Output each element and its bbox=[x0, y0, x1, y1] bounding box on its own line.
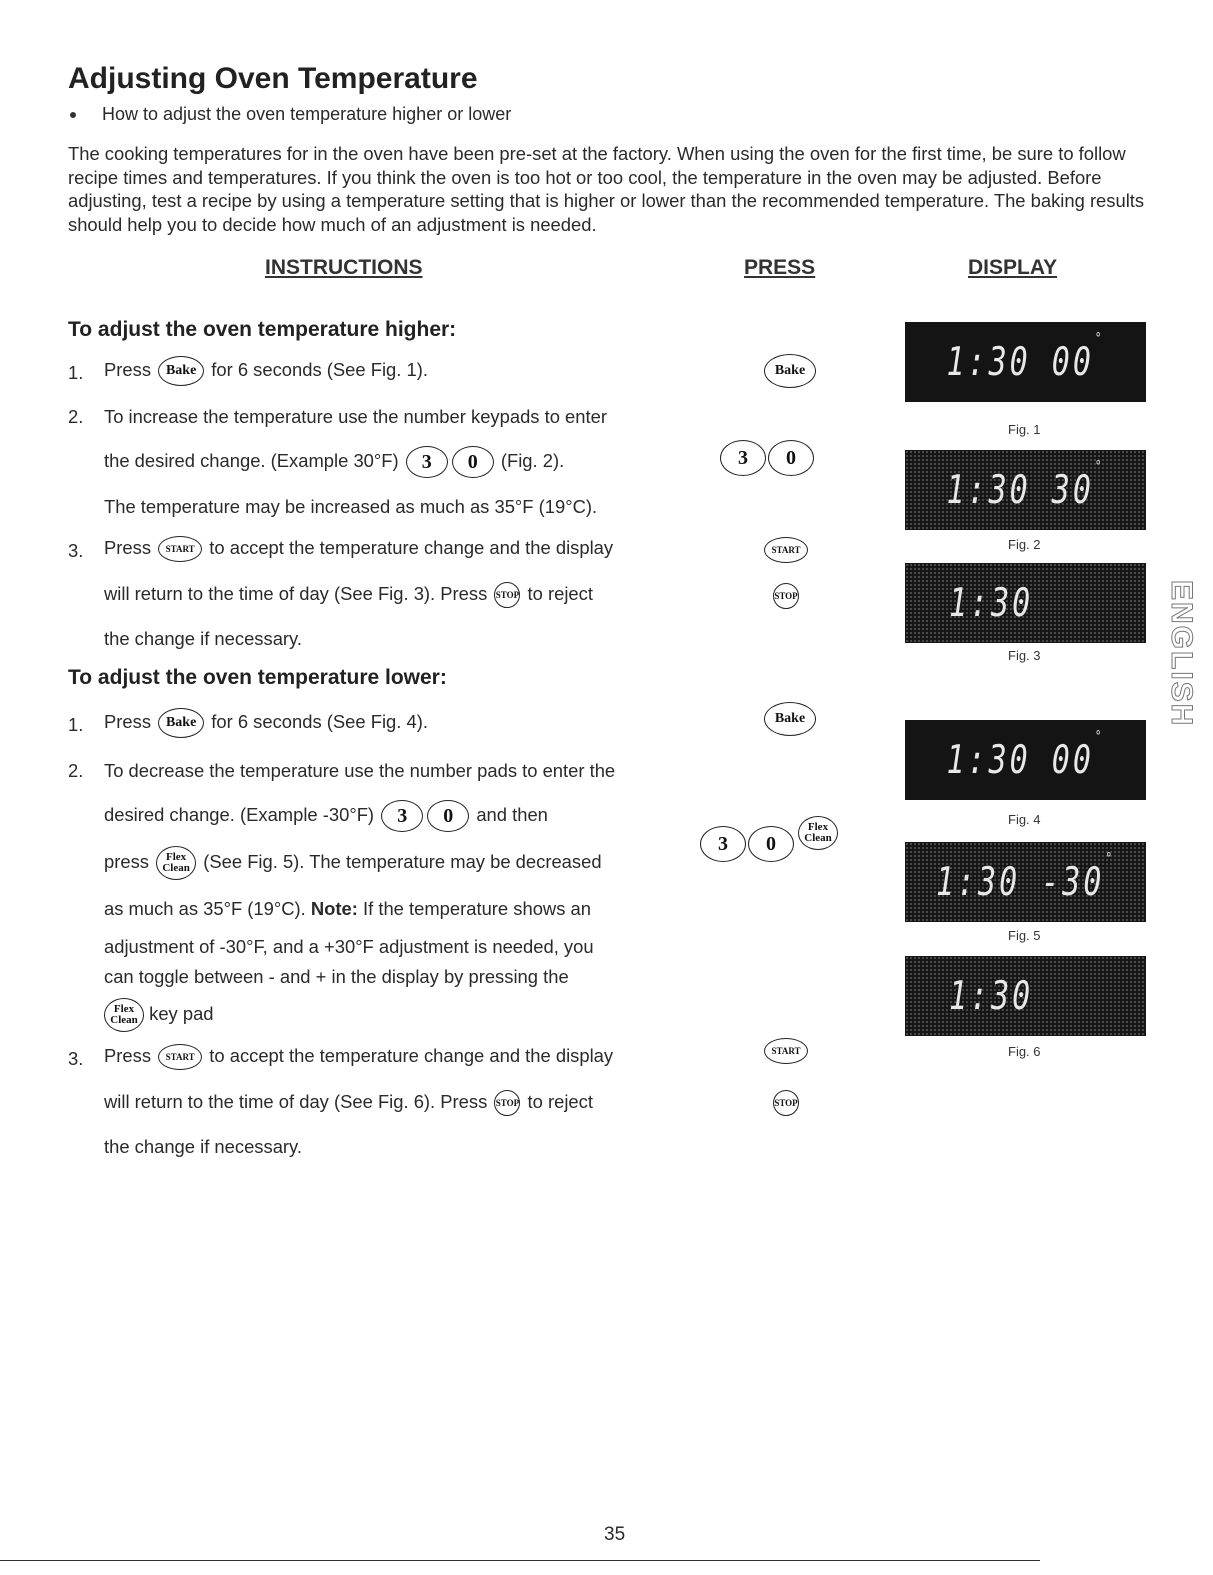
subtitle-bullet bbox=[70, 104, 511, 125]
three-key-icon: 3 bbox=[406, 446, 448, 478]
figure-caption: Fig. 4 bbox=[1008, 812, 1041, 827]
bake-key-icon: Bake bbox=[158, 356, 204, 386]
page-title: Adjusting Oven Temperature bbox=[68, 62, 478, 95]
display-readout: 1:30 bbox=[949, 580, 1034, 626]
step-lower-2a: To decrease the temperature use the number pads to enter the bbox=[104, 760, 616, 781]
stop-key-icon: STOP bbox=[494, 1090, 520, 1116]
display-readout: 1:30 30 bbox=[946, 467, 1094, 513]
step-lower-2k bbox=[104, 998, 214, 1032]
step-number: 3. bbox=[68, 540, 84, 561]
step-text: and then bbox=[476, 803, 548, 825]
step-text: to reject bbox=[527, 1090, 593, 1112]
start-key-icon: START bbox=[158, 536, 202, 562]
display-readout: 1:30 00 bbox=[946, 339, 1094, 385]
language-side-tab: ENGLISH bbox=[1165, 580, 1198, 728]
flex-clean-key-icon bbox=[798, 816, 838, 850]
press-digits-1 bbox=[720, 440, 814, 476]
degree-symbol: ° bbox=[1094, 726, 1105, 744]
step-number: 1. bbox=[68, 714, 84, 735]
press-digits-2 bbox=[700, 821, 838, 862]
step-text: Press bbox=[104, 710, 152, 732]
step-lower-3e: the change if necessary. bbox=[104, 1136, 302, 1157]
figure-caption: Fig. 1 bbox=[1008, 422, 1041, 437]
step-text: Press bbox=[104, 1044, 152, 1066]
step-text: to reject bbox=[527, 582, 593, 604]
page-number: 35 bbox=[604, 1524, 626, 1545]
step-number: 3. bbox=[68, 1048, 84, 1069]
zero-key-icon: 0 bbox=[452, 446, 494, 478]
step-text: Press bbox=[104, 536, 152, 558]
step-text: press bbox=[104, 850, 149, 872]
press-start-1 bbox=[764, 537, 808, 563]
step-lower-1 bbox=[104, 708, 428, 738]
step-higher-2b bbox=[104, 446, 564, 478]
step-higher-3a bbox=[104, 536, 613, 562]
step-text: the desired change. (Example 30°F) bbox=[104, 449, 399, 471]
zero-key-icon: 0 bbox=[748, 826, 794, 862]
three-key-icon: 3 bbox=[381, 800, 423, 832]
display-readout: 1:30 00 bbox=[946, 737, 1094, 783]
degree-symbol: ° bbox=[1094, 328, 1105, 346]
step-lower-2b bbox=[104, 800, 548, 832]
oven-display-fig2 bbox=[905, 450, 1146, 530]
step-text: for 6 seconds (See Fig. 4). bbox=[211, 710, 428, 732]
step-text: Press bbox=[104, 358, 152, 380]
oven-display-fig3 bbox=[905, 563, 1146, 643]
step-higher-2a: To increase the temperature use the number keypads to enter bbox=[104, 406, 607, 427]
step-text: will return to the time of day (See Fig. 3). Press bbox=[104, 582, 488, 604]
step-higher-3e: the change if necessary. bbox=[104, 628, 302, 649]
step-text: for 6 seconds (See Fig. 1). bbox=[211, 358, 428, 380]
step-text: (See Fig. 5). The temperature may be decreased bbox=[203, 850, 602, 872]
footer-rule bbox=[0, 1560, 1040, 1561]
step-higher-2d: The temperature may be increased as much as 35°F (19°C). bbox=[104, 496, 598, 517]
zero-key-icon: 0 bbox=[768, 440, 814, 476]
start-key-icon: START bbox=[764, 537, 808, 563]
stop-key-icon: STOP bbox=[773, 583, 799, 609]
start-key-icon: START bbox=[158, 1044, 202, 1070]
step-text: desired change. (Example -30°F) bbox=[104, 803, 375, 825]
step-lower-2j: can toggle between - and + in the display by pressing the bbox=[104, 966, 569, 987]
key-label: Clean bbox=[804, 832, 832, 844]
step-text: as much as 35°F (19°C). bbox=[104, 898, 306, 919]
press-bake-2 bbox=[764, 702, 816, 736]
press-stop-1 bbox=[773, 583, 799, 609]
flex-clean-key-icon bbox=[156, 846, 196, 880]
step-text: key pad bbox=[149, 1002, 214, 1024]
key-label: Flex bbox=[166, 851, 187, 863]
step-lower-2i: adjustment of -30°F, and a +30°F adjustment is needed, you bbox=[104, 936, 594, 957]
column-header-display: DISPLAY bbox=[968, 256, 1058, 279]
press-start-2 bbox=[764, 1038, 808, 1064]
note-label: Note: bbox=[310, 898, 358, 919]
three-key-icon: 3 bbox=[720, 440, 766, 476]
step-lower-2f bbox=[104, 898, 591, 920]
step-text: to accept the temperature change and the display bbox=[209, 536, 614, 558]
step-lower-2d bbox=[104, 846, 602, 880]
bullet-icon bbox=[70, 112, 76, 118]
oven-display-fig5 bbox=[905, 842, 1146, 922]
stop-key-icon: STOP bbox=[494, 582, 520, 608]
figure-caption: Fig. 2 bbox=[1008, 537, 1041, 552]
bake-key-icon: Bake bbox=[158, 708, 204, 738]
key-label: Clean bbox=[162, 862, 190, 874]
step-number: 2. bbox=[68, 406, 84, 427]
display-readout: 1:30 -30 bbox=[935, 859, 1105, 905]
key-label: Flex bbox=[113, 1003, 135, 1015]
step-text: will return to the time of day (See Fig. 6). Press bbox=[104, 1090, 488, 1112]
figure-caption: Fig. 5 bbox=[1008, 928, 1041, 943]
flex-clean-key-icon bbox=[104, 998, 144, 1032]
stop-key-icon: STOP bbox=[773, 1090, 799, 1116]
figure-caption: Fig. 3 bbox=[1008, 648, 1041, 663]
bullet-text: How to adjust the oven temperature higher or lower bbox=[102, 104, 512, 124]
section-heading-lower: To adjust the oven temperature lower: bbox=[68, 666, 447, 689]
step-higher-3c bbox=[104, 582, 593, 608]
step-lower-3a bbox=[104, 1044, 613, 1070]
step-higher-1 bbox=[104, 356, 428, 386]
key-label: Clean bbox=[110, 1014, 138, 1026]
step-number: 1. bbox=[68, 362, 84, 383]
column-header-press: PRESS bbox=[744, 256, 816, 279]
press-stop-2 bbox=[773, 1090, 799, 1116]
three-key-icon: 3 bbox=[700, 826, 746, 862]
step-text: to accept the temperature change and the display bbox=[209, 1044, 614, 1066]
press-bake-1 bbox=[764, 354, 816, 388]
step-lower-3c bbox=[104, 1090, 593, 1116]
display-readout: 1:30 bbox=[949, 973, 1034, 1019]
oven-display-fig4 bbox=[905, 720, 1146, 800]
step-text: (Fig. 2). bbox=[500, 449, 565, 471]
column-header-instructions: INSTRUCTIONS bbox=[265, 256, 423, 279]
figure-caption: Fig. 6 bbox=[1008, 1044, 1041, 1059]
step-text: If the temperature shows an bbox=[363, 898, 591, 919]
oven-display-fig6 bbox=[905, 956, 1146, 1036]
bake-key-icon: Bake bbox=[764, 702, 816, 736]
oven-display-fig1 bbox=[905, 322, 1146, 402]
intro-paragraph: The cooking temperatures for in the oven have been pre-set at the factory. When using the oven for the first time, be sure to follow recipe times and temperatures. If you think the oven is too hot or too cool, the temperature in the oven may be adjusted. Before adjusting, test a recipe by using a temperature setting that is higher or lower than the recommended temperature. The baking results should help you to decide how much of an adjustment is needed. bbox=[68, 143, 1145, 235]
zero-key-icon: 0 bbox=[427, 800, 469, 832]
step-number: 2. bbox=[68, 760, 84, 781]
bake-key-icon: Bake bbox=[764, 354, 816, 388]
degree-symbol: ° bbox=[1105, 848, 1116, 866]
degree-symbol: ° bbox=[1094, 456, 1105, 474]
key-label: Flex bbox=[807, 821, 829, 833]
start-key-icon: START bbox=[764, 1038, 808, 1064]
section-heading-higher: To adjust the oven temperature higher: bbox=[68, 318, 457, 341]
